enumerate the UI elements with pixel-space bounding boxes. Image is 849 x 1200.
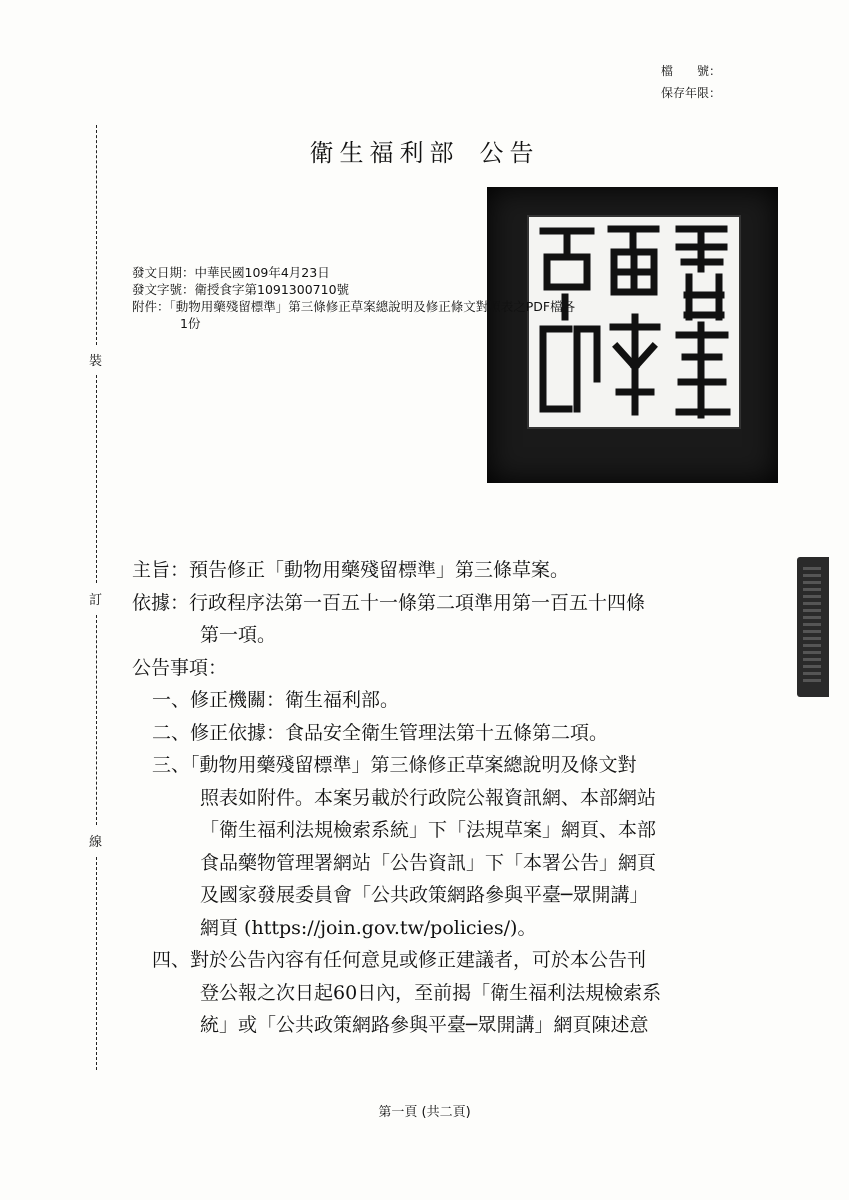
items-heading: 公告事項：	[132, 656, 228, 679]
basis	[132, 587, 752, 620]
basis-text-line1: 行政程序法第一百五十一條第二項準用第一百五十四條	[189, 591, 646, 614]
item-3-line4: 食品藥物管理署網站「公告資訊」下「本署公告」網頁	[200, 851, 657, 874]
item-3-line2: 照表如附件。本案另載於行政院公報資訊網、本部網站	[200, 786, 657, 809]
document-type: 公告	[479, 139, 540, 167]
item-3-line5: 及國家發展委員會「公共政策網路參與平臺─眾開講」	[200, 884, 649, 906]
binding-char-xian: 線	[89, 835, 103, 850]
item-3-line3: 「衛生福利法規檢索系統」下「法規草案」網頁、本部	[200, 819, 657, 841]
page-title	[0, 133, 849, 168]
item-4-line2: 登公報之次日起60日內，至前揭「衛生福利法規檢索系	[200, 981, 662, 1004]
basis-label: 依據：	[132, 591, 190, 614]
file-info	[661, 60, 721, 104]
issue-date: 發文日期：中華民國109年4月23日	[132, 265, 330, 280]
binding-char-zhuang: 裝	[89, 354, 103, 369]
scan-edge-artifact	[797, 557, 829, 697]
item-4-line3: 統」或「公共政策網路參與平臺─眾開講」網頁陳述意	[200, 1014, 649, 1036]
attachment-continued: 1份	[180, 316, 201, 331]
item-4-line1: 四、對於公告內容有任何意見或修正建議者，可於本公告刊	[152, 949, 647, 971]
basis-text-line2: 第一項。	[200, 624, 277, 646]
retention-period-label: 保存年限：	[660, 86, 721, 100]
attachment: 附件：「動物用藥殘留標準」第三條修正草案總說明及修正條文對照表之PDF檔各	[132, 299, 576, 314]
subject-label: 主旨：	[132, 559, 190, 581]
page-number: 第一頁 (共二頁)	[378, 1105, 471, 1120]
subject	[132, 554, 752, 587]
announcement-body	[132, 554, 752, 1042]
document-meta	[132, 264, 575, 332]
binding-char-ding: 訂	[89, 593, 103, 608]
item-3-line6: 網頁 (https://join.gov.tw/policies/)。	[200, 916, 537, 939]
item-1: 一、修正機關：衛生福利部。	[152, 689, 400, 711]
item-2: 二、修正依據：食品安全衛生管理法第十五條第二項。	[152, 721, 609, 744]
item-3-line1: 三、「動物用藥殘留標準」第三條修正草案總說明及條文對	[152, 754, 637, 776]
subject-text: 預告修正「動物用藥殘留標準」第三條草案。	[189, 559, 570, 581]
binding-margin	[86, 125, 108, 1070]
archive-number-label: 檔 號：	[660, 64, 721, 78]
agency-name: 衛生福利部	[309, 139, 460, 167]
official-seal-icon	[487, 187, 778, 483]
reference-number: 發文字號：衛授食字第1091300710號	[132, 282, 350, 297]
